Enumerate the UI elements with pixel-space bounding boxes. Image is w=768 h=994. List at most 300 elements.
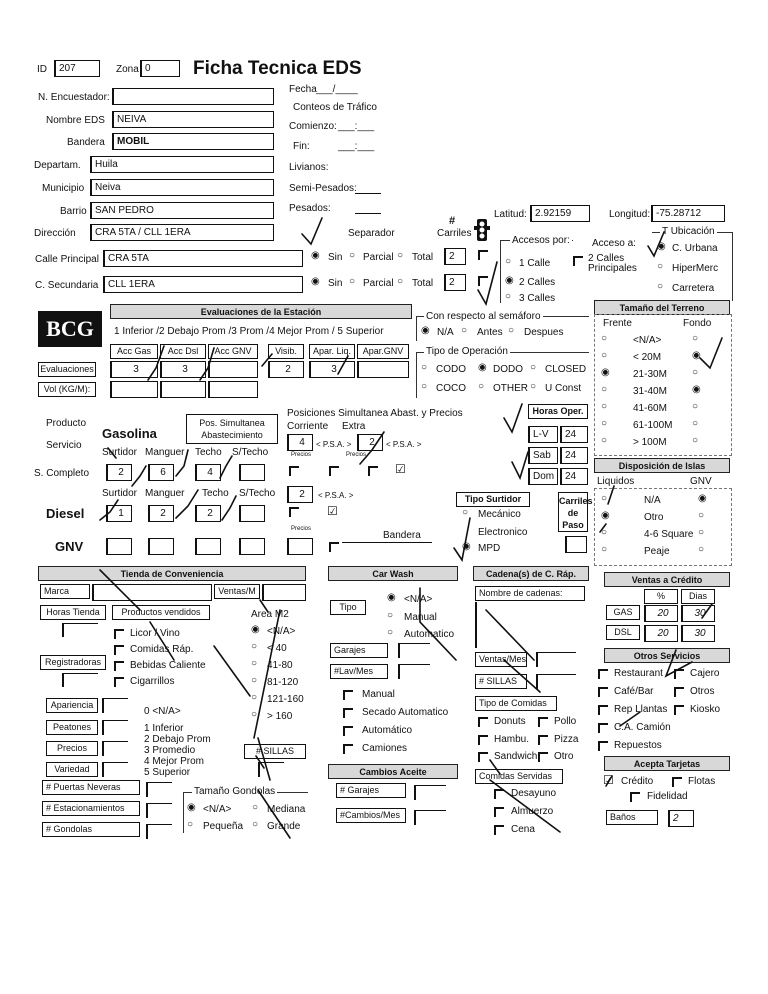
producto-check-3[interactable] (114, 677, 124, 687)
tienda-scale-1: 1 Inferior (144, 723, 184, 734)
sin-label-2: Sin (328, 278, 343, 289)
terreno-frente-radio-2[interactable]: ◉ (601, 367, 610, 378)
terreno-fondo-radio-6[interactable]: ○ (692, 435, 699, 446)
islas-gnv-radio-1[interactable]: ○ (698, 510, 705, 521)
credito-dsl-dias[interactable]: 30 (681, 625, 715, 642)
ventas-m-label: Ventas/M (214, 584, 260, 599)
tipo-surtidor-header: Tipo Surtidor (456, 492, 530, 507)
zona-label: Zona (116, 64, 139, 75)
parcial-label-1: Parcial (363, 252, 394, 263)
carriles-principal-field[interactable]: 2 (444, 248, 466, 265)
vol-gas-field[interactable] (110, 381, 158, 398)
eval-apar-gnv-field[interactable] (357, 361, 409, 378)
gnv-techo-field[interactable] (195, 538, 221, 555)
horas-lv-day: L-V (528, 426, 558, 443)
servida-label-0: Desayuno (511, 788, 557, 799)
op-other-radio[interactable]: ○ (478, 381, 485, 392)
lav-check-3[interactable] (343, 744, 353, 754)
carriles-principal-check[interactable] (478, 250, 488, 260)
terreno-frente-radio-3[interactable]: ○ (601, 384, 608, 395)
col-manguer-label: Manguer (145, 447, 185, 458)
livianos-label: Livianos: (289, 162, 329, 173)
vol-gnv-field[interactable] (208, 381, 258, 398)
terreno-fondo-radio-2[interactable]: ○ (692, 367, 699, 378)
latitud-field[interactable]: 2.92159 (530, 205, 590, 222)
cw-tipo-auto-radio[interactable]: ○ (387, 627, 394, 638)
producto-label-2: Bebidas Caliente (130, 660, 206, 671)
gondola-na-label: <N/A> (203, 804, 232, 815)
gondola-grande-radio[interactable]: ○ (252, 819, 259, 830)
terreno-fondo-radio-5[interactable]: ○ (692, 418, 699, 429)
carriles-secundaria-check[interactable] (478, 276, 488, 286)
zona-field[interactable]: 0 (140, 60, 180, 77)
psa-diesel: < P.S.A. > (318, 491, 354, 500)
semaforo-label: Con respecto al semáforo (426, 311, 541, 322)
carriles-label: Carriles (437, 228, 472, 239)
bandera-field[interactable]: MOBIL (112, 133, 274, 150)
acceso-2-calles-label: 2 Calles (519, 277, 556, 288)
vol-dsl-field[interactable] (160, 381, 206, 398)
servida-label-2: Cena (511, 824, 535, 835)
ubicacion-hipermerc-label: HiperMerc (672, 263, 719, 274)
carwash-tipo-label: Tipo (330, 600, 366, 615)
credito-gas-dias[interactable]: 30 (681, 605, 715, 622)
gas-techo-field[interactable]: 4 (195, 464, 221, 481)
cadena-nombre-field[interactable] (475, 602, 477, 648)
separador-parcial-radio-2[interactable]: ○ (349, 276, 356, 287)
hash-label: # (449, 215, 456, 227)
tienda-scale-2: 2 Debajo Prom (144, 734, 211, 745)
id-label: ID (37, 64, 47, 75)
puertas-label: # Puertas Neveras (42, 780, 140, 795)
psa-extra: < P.S.A. > (386, 440, 422, 449)
variedad-field[interactable] (102, 762, 128, 777)
evaluaciones-row-label: Evaluaciones (38, 362, 96, 377)
carriles-paso-field[interactable] (565, 536, 587, 553)
cambios-mes-field[interactable] (414, 810, 446, 825)
horas-dom-value[interactable]: 24 (560, 468, 588, 485)
tienda-scale-5: 5 Superior (144, 767, 191, 778)
separador-total-radio-2[interactable]: ○ (397, 276, 404, 287)
terreno-frente-radio-4[interactable]: ○ (601, 401, 608, 412)
terreno-header: Tamaño del Terreno (594, 300, 730, 315)
carriles-secundaria-field[interactable]: 2 (444, 274, 466, 291)
gnv-label: GNV (55, 539, 84, 554)
estacionamientos-field[interactable] (146, 803, 172, 818)
comienzo-value[interactable]: ___:___ (338, 121, 375, 132)
banos-field[interactable]: 2 (668, 810, 694, 827)
apar-gnv-header[interactable]: Apar.GNV (357, 344, 409, 359)
terreno-fondo-radio-1[interactable]: ◉ (692, 350, 701, 361)
lav-label-0: Manual (362, 689, 395, 700)
fecha-value[interactable]: ___/____ (316, 84, 358, 95)
credito-dsl-pct[interactable]: 20 (644, 625, 678, 642)
separador-sin-radio-2[interactable]: ◉ (311, 276, 320, 287)
terreno-frente-radio-0[interactable]: ○ (601, 333, 608, 344)
direccion-field[interactable]: CRA 5TA / CLL 1ERA (90, 224, 274, 241)
gnv-surtidor-field[interactable] (106, 538, 132, 555)
gas-psa-check-2[interactable] (329, 466, 339, 476)
gas-stecho-field[interactable] (239, 464, 265, 481)
ubicacion-hipermerc-radio[interactable]: ○ (657, 261, 664, 272)
calles-principales-label: 2 Calles Principales (588, 253, 637, 274)
otros-check-7[interactable] (598, 741, 608, 751)
otros-check-3[interactable] (674, 687, 684, 697)
nombre-eds-field[interactable]: NEIVA (112, 111, 274, 128)
comidas-servidas-label: Comidas Servidas (475, 769, 563, 784)
acceso-3-calles-radio[interactable]: ○ (505, 291, 512, 302)
terreno-fondo-radio-4[interactable]: ○ (692, 401, 699, 412)
surtidor-mecanico-label: Mecánico (478, 509, 521, 520)
islas-liquidos-radio-2[interactable]: ○ (601, 527, 608, 538)
area-radio-1[interactable]: ○ (251, 641, 258, 652)
pesados-label: Pesados: (289, 203, 331, 214)
cadena-ventas-label: Ventas/Mes (475, 652, 527, 667)
ubicacion-carretera-radio[interactable]: ○ (657, 281, 664, 292)
aceite-garajes-label: # Garajes (336, 783, 406, 798)
gnv-stecho-field[interactable] (239, 538, 265, 555)
gondola-na-radio[interactable]: ◉ (187, 802, 196, 813)
op-other-label: OTHER (493, 383, 528, 394)
area-radio-0[interactable]: ◉ (251, 624, 260, 635)
tienda-scale-3: 3 Promedio (144, 745, 196, 756)
otros-label-0: Restaurant (614, 668, 663, 679)
fecha-label: Fecha (289, 84, 317, 95)
producto-check-1[interactable] (114, 645, 124, 655)
eval-visib-field[interactable]: 2 (268, 361, 304, 378)
diesel-psa-check[interactable] (289, 507, 299, 517)
traffic-light-icon (474, 218, 490, 242)
lav-check-1[interactable] (343, 708, 353, 718)
puertas-field[interactable] (146, 782, 172, 797)
islas-liquidos-radio-3[interactable]: ○ (601, 544, 608, 555)
lav-label-3: Camiones (362, 743, 408, 754)
otros-check-4[interactable] (598, 705, 608, 715)
gondola-mediana-radio[interactable]: ○ (252, 802, 259, 813)
eval-acc-gas-field[interactable]: 3 (110, 361, 158, 378)
islas-gnv-radio-2[interactable]: ○ (698, 527, 705, 538)
tienda-scale-4: 4 Mejor Prom (144, 756, 205, 767)
diesel-techo-field[interactable]: 2 (195, 505, 221, 522)
gas-psa-check-1[interactable] (289, 466, 299, 476)
semaforo-despues-label: Despues (524, 327, 564, 338)
terreno-frente-radio-1[interactable]: ○ (601, 350, 608, 361)
producto-check-0[interactable] (114, 629, 124, 639)
extra-pos-field[interactable]: 2 (357, 434, 383, 451)
gondola-pequena-radio[interactable]: ○ (187, 819, 194, 830)
longitud-field[interactable]: -75.28712 (651, 205, 725, 222)
precios-diesel-label: Precios (291, 526, 312, 532)
tarjeta-fidelidad-label: Fidelidad (647, 791, 688, 802)
col-techo-label-2: Techo (202, 488, 229, 499)
calles-principales-check[interactable] (573, 256, 583, 266)
producto-check-2[interactable] (114, 661, 124, 671)
otros-check-6[interactable] (598, 723, 608, 733)
corriente-label: Corriente (287, 421, 329, 432)
horas-tienda-field[interactable] (62, 623, 98, 637)
servida-check-2[interactable] (494, 825, 504, 835)
banos-label: Baños (606, 810, 658, 825)
extra-label: Extra (342, 421, 366, 432)
barrio-field[interactable]: SAN PEDRO (90, 202, 274, 219)
nombre-eds-label: Nombre EDS (46, 115, 105, 126)
gas-psa-checked[interactable]: ☑ (395, 462, 406, 476)
separador-total-radio-1[interactable]: ○ (397, 250, 404, 261)
islas-liquidos-radio-0[interactable]: ○ (601, 493, 608, 504)
otros-label-4: Rep Llantas (614, 704, 668, 715)
ventas-m-field[interactable] (262, 584, 306, 601)
semipesados-line[interactable] (355, 193, 381, 194)
acc-dsl-header[interactable]: Acc Dsl (160, 344, 206, 359)
cw-tipo-auto-label: Automatico (404, 629, 455, 640)
surtidor-mpd-radio[interactable]: ◉ (462, 541, 471, 552)
comida-label-3: Pizza (554, 734, 579, 745)
semaforo-na-radio[interactable]: ◉ (421, 325, 430, 336)
diesel-surtidor-field[interactable]: 1 (106, 505, 132, 522)
marca-field[interactable] (92, 584, 212, 601)
tarjetas-header: Acepta Tarjetas (604, 756, 730, 771)
cw-garajes-field[interactable] (398, 643, 430, 658)
cadena-sillas-field[interactable] (536, 674, 576, 689)
cw-lav-mes-field[interactable] (398, 664, 430, 679)
otros-check-1[interactable] (674, 669, 684, 679)
credito-pct-header: % (644, 589, 678, 604)
apariencia-field[interactable] (102, 698, 128, 713)
islas-label-3: Peaje (644, 546, 670, 557)
otros-check-0[interactable] (598, 669, 608, 679)
pesados-line[interactable] (355, 213, 381, 214)
precios-corriente-label: Precios (291, 452, 312, 458)
bandera-producto-line[interactable] (342, 542, 432, 543)
diesel-pos-field[interactable]: 2 (287, 486, 313, 503)
gas-psa-check-3[interactable] (368, 466, 378, 476)
municipio-field[interactable]: Neiva (90, 179, 274, 196)
servida-check-1[interactable] (494, 807, 504, 817)
accesos-por-label: Accesos por: (512, 235, 570, 246)
otros-label-6: C.A. Camión (614, 722, 671, 733)
comida-check-3[interactable] (538, 735, 548, 745)
separador-parcial-radio-1[interactable]: ○ (349, 250, 356, 261)
tienda-sillas-field[interactable] (258, 762, 284, 777)
area-radio-3[interactable]: ○ (251, 675, 258, 686)
semaforo-despues-radio[interactable]: ○ (508, 325, 515, 336)
comida-check-2[interactable] (478, 735, 488, 745)
page-title: Ficha Tecnica EDS (193, 58, 362, 79)
peatones-field[interactable] (102, 720, 128, 735)
disposicion-header: Disposición de Islas (594, 458, 730, 473)
eval-apar-liq-field[interactable]: 3 (309, 361, 355, 378)
aceite-garajes-field[interactable] (414, 785, 446, 800)
fin-value[interactable]: ___:___ (338, 141, 375, 152)
tarjeta-fidelidad-check[interactable] (630, 792, 640, 802)
cw-garajes-label: Garajes (330, 643, 388, 658)
terreno-fondo-radio-3[interactable]: ◉ (692, 384, 701, 395)
gondolas-field[interactable] (146, 824, 172, 839)
servida-check-0[interactable] (494, 789, 504, 799)
ubicacion-label: T Ubicación (662, 226, 715, 237)
islas-label-0: N/A (644, 495, 661, 506)
gnv-psa-check[interactable] (329, 542, 339, 552)
comida-check-5[interactable] (538, 752, 548, 762)
producto-label: Producto (46, 418, 87, 429)
registradoras-field[interactable] (62, 673, 98, 687)
horas-oper-header: Horas Oper. (528, 404, 588, 419)
separador-sin-radio-1[interactable]: ◉ (311, 250, 320, 261)
otros-label-2: Café/Bar (614, 686, 654, 697)
gondola-grande-label: Grande (267, 821, 301, 832)
terreno-size-label-1: < 20M (633, 352, 662, 363)
encuestador-field[interactable] (112, 88, 274, 105)
tarjeta-credito-check[interactable]: ☑ (603, 773, 614, 787)
comida-check-0[interactable] (478, 717, 488, 727)
credito-dias-header: Dias (681, 589, 715, 604)
eval-acc-dsl-field[interactable]: 3 (160, 361, 206, 378)
visib-header[interactable]: Visib. (268, 344, 304, 359)
acc-gnv-header[interactable]: Acc GNV (208, 344, 258, 359)
surtidor-mecanico-radio[interactable]: ○ (462, 507, 469, 518)
area-radio-2[interactable]: ○ (251, 658, 258, 669)
horas-sab-value[interactable]: 24 (560, 447, 588, 464)
islas-gnv-radio-3[interactable]: ○ (698, 544, 705, 555)
terreno-size-label-3: 31-40M (633, 386, 667, 397)
terreno-size-label-2: 21-30M (633, 369, 667, 380)
op-codo-label: CODO (436, 364, 466, 375)
gnv-pos-field[interactable] (287, 538, 313, 555)
col-surtidor-label: Surtidor (102, 447, 138, 458)
cw-tipo-manual-radio[interactable]: ○ (387, 610, 394, 621)
credito-gas-label: GAS (606, 605, 640, 620)
ubicacion-urbana-radio[interactable]: ◉ (657, 241, 666, 252)
aceite-header: Cambios Aceite (328, 764, 458, 779)
diesel-stecho-field[interactable] (239, 505, 265, 522)
latitud-label: Latitud: (494, 209, 527, 220)
area-label-4: 121-160 (267, 694, 304, 705)
credito-header: Ventas a Crédito (604, 572, 730, 587)
lav-check-0[interactable] (343, 690, 353, 700)
cw-tipo-manual-label: Manual (404, 612, 437, 623)
area-label-3: 81-120 (267, 677, 299, 688)
horas-lv-value[interactable]: 24 (560, 426, 588, 443)
departamento-label: Departam. (34, 160, 81, 171)
s-completo-label: S. Completo (34, 468, 90, 479)
col-stecho-label: S/Techo (232, 447, 269, 458)
col-techo-label: Techo (195, 447, 222, 458)
tipo-comidas-label: Tipo de Comidas (475, 696, 557, 711)
comida-check-4[interactable] (478, 752, 488, 762)
id-field[interactable]: 207 (54, 60, 100, 77)
gondolas-label: # Gondolas (42, 822, 140, 837)
islas-liquidos-radio-1[interactable]: ◉ (601, 510, 610, 521)
comida-check-1[interactable] (538, 717, 548, 727)
tarjeta-flotas-check[interactable] (672, 777, 682, 787)
terreno-frente-radio-6[interactable]: ○ (601, 435, 608, 446)
cw-tipo-na-radio[interactable]: ◉ (387, 592, 396, 603)
ubicacion-urbana-label: C. Urbana (672, 243, 718, 254)
apar-liq-header[interactable]: Apar. Liq. (309, 344, 355, 359)
carwash-header: Car Wash (328, 566, 458, 581)
psa-corriente: < P.S.A. > (316, 440, 352, 449)
departamento-field[interactable]: Huila (90, 156, 274, 173)
vol-label: Vol (KG/M): (38, 382, 96, 397)
calle-principal-field[interactable]: CRA 5TA (103, 250, 303, 267)
acc-gas-header[interactable]: Acc Gas (110, 344, 158, 359)
op-dodo-radio[interactable]: ◉ (478, 362, 487, 373)
terreno-frente-radio-5[interactable]: ○ (601, 418, 608, 429)
credito-dsl-label: DSL (606, 625, 640, 640)
acceso-2-calles-radio[interactable]: ◉ (505, 275, 514, 286)
precios-field[interactable] (102, 741, 128, 756)
otros-header: Otros Servicios (604, 648, 730, 663)
cadena-sillas-label: # SILLAS (475, 674, 527, 689)
op-coco-radio[interactable]: ○ (421, 381, 428, 392)
gasolina-label: Gasolina (102, 426, 157, 441)
total-label-2: Total (412, 278, 434, 289)
gnv-manguer-field[interactable] (148, 538, 174, 555)
semaforo-antes-radio[interactable]: ○ (461, 325, 468, 336)
lav-check-2[interactable] (343, 726, 353, 736)
peatones-label: Peatones (46, 720, 98, 735)
islas-gnv-radio-0[interactable]: ◉ (698, 493, 707, 504)
credito-gas-pct[interactable]: 20 (644, 605, 678, 622)
horas-sab-day: Sab (528, 447, 558, 464)
area-label: Area M2 (251, 609, 289, 620)
tarjeta-credito-label: Crédito (621, 776, 654, 787)
encuestador-label: N. Encuestador: (38, 92, 110, 103)
marca-label: Marca (40, 584, 90, 599)
col-stecho-label-2: S/Techo (239, 488, 276, 499)
otros-check-2[interactable] (598, 687, 608, 697)
gas-surtidor-field[interactable]: 2 (106, 464, 132, 481)
op-dodo-label: DODO (493, 364, 523, 375)
tamano-gondolas-label: Tamaño Gondolas (194, 786, 276, 797)
parcial-label-2: Parcial (363, 278, 394, 289)
calle-secundaria-field[interactable]: CLL 1ERA (103, 276, 303, 293)
bandera-producto-label: Bandera (383, 530, 421, 541)
cadena-nombre-label: Nombre de cadenas: (475, 586, 585, 601)
otros-check-5[interactable] (674, 705, 684, 715)
terreno-fondo-radio-0[interactable]: ○ (692, 333, 699, 344)
producto-label-0: Licor / Vino (130, 628, 180, 639)
comida-label-2: Hambu. (494, 734, 530, 745)
cadena-ventas-field[interactable] (536, 652, 576, 667)
productos-label: Productos vendidos (112, 605, 210, 620)
diesel-psa-checked[interactable]: ☑ (327, 504, 338, 518)
op-codo-radio[interactable]: ○ (421, 362, 428, 373)
acceso-1-calle-label: 1 Calle (519, 258, 551, 269)
acceso-1-calle-radio[interactable]: ○ (505, 256, 512, 267)
gas-manguer-field[interactable]: 6 (148, 464, 174, 481)
area-radio-5[interactable]: ○ (251, 709, 258, 720)
area-label-1: < 40 (267, 643, 287, 654)
comida-label-0: Donuts (494, 716, 526, 727)
comienzo-label: Comienzo: (289, 121, 337, 132)
op-uconst-radio[interactable]: ○ (530, 381, 537, 392)
terreno-size-label-4: 41-60M (633, 403, 667, 414)
comida-label-4: Sandwich (494, 751, 538, 762)
operacion-label: Tipo de Operación (426, 346, 508, 357)
conteos-title: Conteos de Tráfico (293, 102, 377, 113)
op-closed-radio[interactable]: ○ (530, 362, 537, 373)
area-radio-4[interactable]: ○ (251, 692, 258, 703)
op-uconst-label: U Const (545, 383, 582, 394)
evaluaciones-scale: 1 Inferior /2 Debajo Prom /3 Prom /4 Mejor Prom / 5 Superior (114, 326, 384, 337)
separador-label: Separador (348, 228, 395, 239)
eval-acc-gnv-field[interactable] (208, 361, 258, 378)
terreno-size-label-0: <N/A> (633, 335, 662, 346)
corriente-pos-field[interactable]: 4 (287, 434, 313, 451)
diesel-manguer-field[interactable]: 2 (148, 505, 174, 522)
liquidos-label: Liquidos (597, 476, 635, 487)
